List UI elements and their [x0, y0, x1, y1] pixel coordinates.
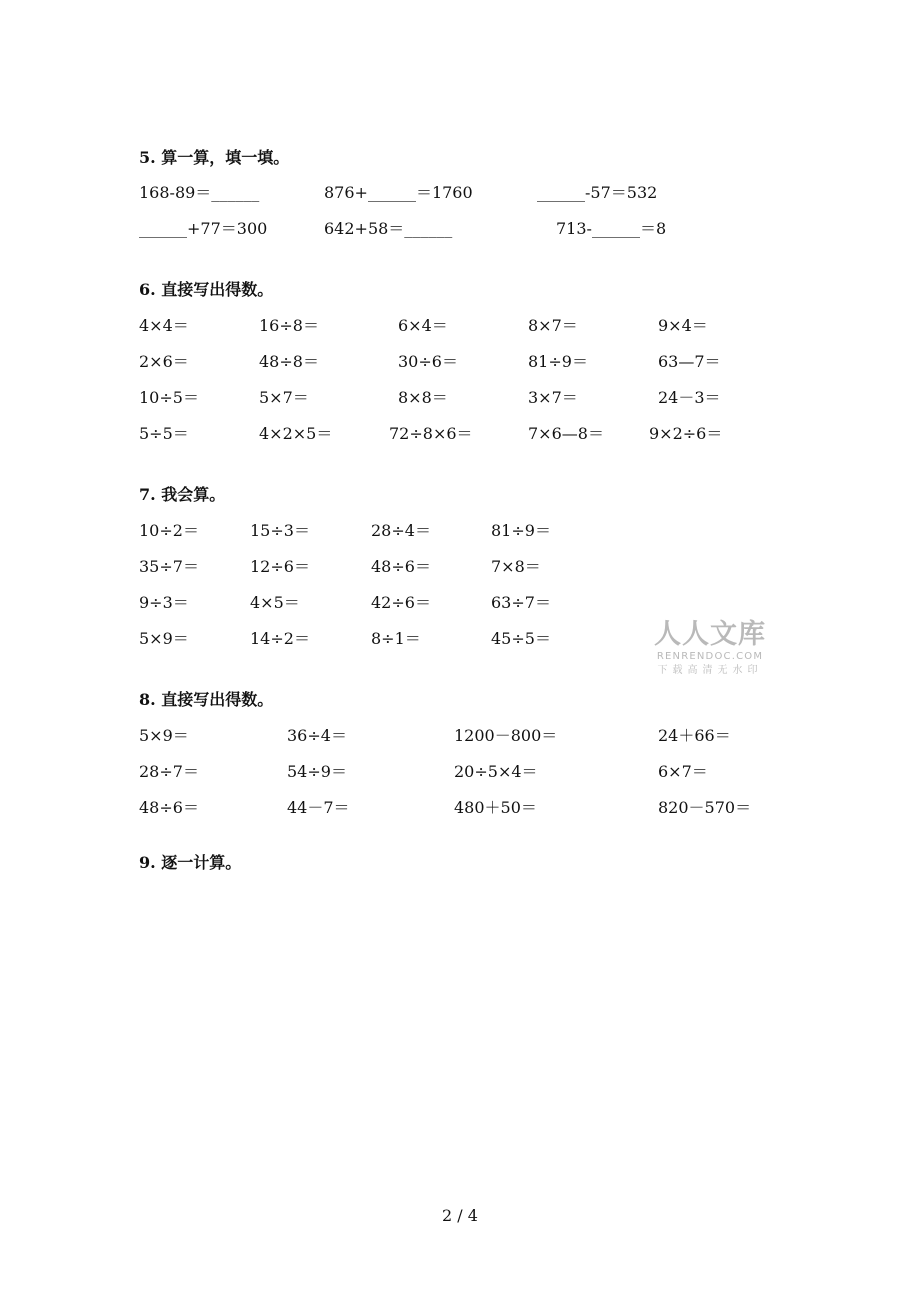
- problem: 9÷3＝: [139, 593, 189, 612]
- problem: 5×7＝: [259, 388, 309, 407]
- problem: 3×7＝: [528, 388, 578, 407]
- problem: 63—7＝: [658, 352, 721, 371]
- problem: 35÷7＝: [139, 557, 199, 576]
- problem: 24＋66＝: [658, 726, 731, 745]
- problem: ______+77＝300: [139, 219, 268, 238]
- section-8-title: 8. 直接写出得数。: [139, 690, 274, 709]
- problem: 20÷5×4＝: [454, 762, 538, 781]
- problem: 45÷5＝: [491, 629, 551, 648]
- problem: 9×2÷6＝: [649, 424, 723, 443]
- problem: 16÷8＝: [259, 316, 319, 335]
- problem: 7×6—8＝: [528, 424, 604, 443]
- problem: 48÷8＝: [259, 352, 319, 371]
- problem: 6×4＝: [398, 316, 448, 335]
- watermark-logo-text: 人人文库: [654, 619, 766, 650]
- problem: 168-89＝______: [139, 183, 260, 202]
- watermark-site: RENRENDOC.COM: [656, 651, 764, 662]
- problem: 63÷7＝: [491, 593, 551, 612]
- problem: 8×7＝: [528, 316, 578, 335]
- problem: 1200－800＝: [454, 726, 558, 745]
- problem: 876+______＝1760: [324, 183, 473, 202]
- watermark-subtitle: 下载高清无水印: [657, 665, 763, 676]
- problem: 7×8＝: [491, 557, 541, 576]
- problem: 4×4＝: [139, 316, 189, 335]
- problem: 44－7＝: [287, 798, 350, 817]
- problem: 30÷6＝: [398, 352, 458, 371]
- problem: 8×8＝: [398, 388, 448, 407]
- page-number: 2 / 4: [442, 1206, 478, 1225]
- problem: 81÷9＝: [491, 521, 551, 540]
- problem: 480＋50＝: [454, 798, 537, 817]
- problem: 5÷5＝: [139, 424, 189, 443]
- problem: 10÷5＝: [139, 388, 199, 407]
- section-5-title: 5. 算一算，填一填。: [139, 148, 290, 167]
- problem: 36÷4＝: [287, 726, 347, 745]
- problem: 713-______＝8: [556, 219, 667, 238]
- problem: 820－570＝: [658, 798, 752, 817]
- problem: 5×9＝: [139, 726, 189, 745]
- watermark: [647, 620, 773, 677]
- section-9-title: 9. 逐一计算。: [139, 853, 242, 872]
- problem: 2×6＝: [139, 352, 189, 371]
- problem: 48÷6＝: [139, 798, 199, 817]
- problem: 10÷2＝: [139, 521, 199, 540]
- problem: ______-57＝532: [537, 183, 658, 202]
- problem: 54÷9＝: [287, 762, 347, 781]
- problem: 4×2×5＝: [259, 424, 333, 443]
- problem: 28÷4＝: [371, 521, 431, 540]
- problem: 4×5＝: [250, 593, 300, 612]
- section-6-title: 6. 直接写出得数。: [139, 280, 274, 299]
- problem: 12÷6＝: [250, 557, 310, 576]
- problem: 9×4＝: [658, 316, 708, 335]
- problem: 42÷6＝: [371, 593, 431, 612]
- problem: 81÷9＝: [528, 352, 588, 371]
- problem: 48÷6＝: [371, 557, 431, 576]
- problem: 24－3＝: [658, 388, 721, 407]
- problem: 28÷7＝: [139, 762, 199, 781]
- problem: 5×9＝: [139, 629, 189, 648]
- problem: 15÷3＝: [250, 521, 310, 540]
- problem: 6×7＝: [658, 762, 708, 781]
- problem: 14÷2＝: [250, 629, 310, 648]
- section-7-title: 7. 我会算。: [139, 485, 226, 504]
- problem: 8÷1＝: [371, 629, 421, 648]
- problem: 72÷8×6＝: [389, 424, 473, 443]
- problem: 642+58＝______: [324, 219, 453, 238]
